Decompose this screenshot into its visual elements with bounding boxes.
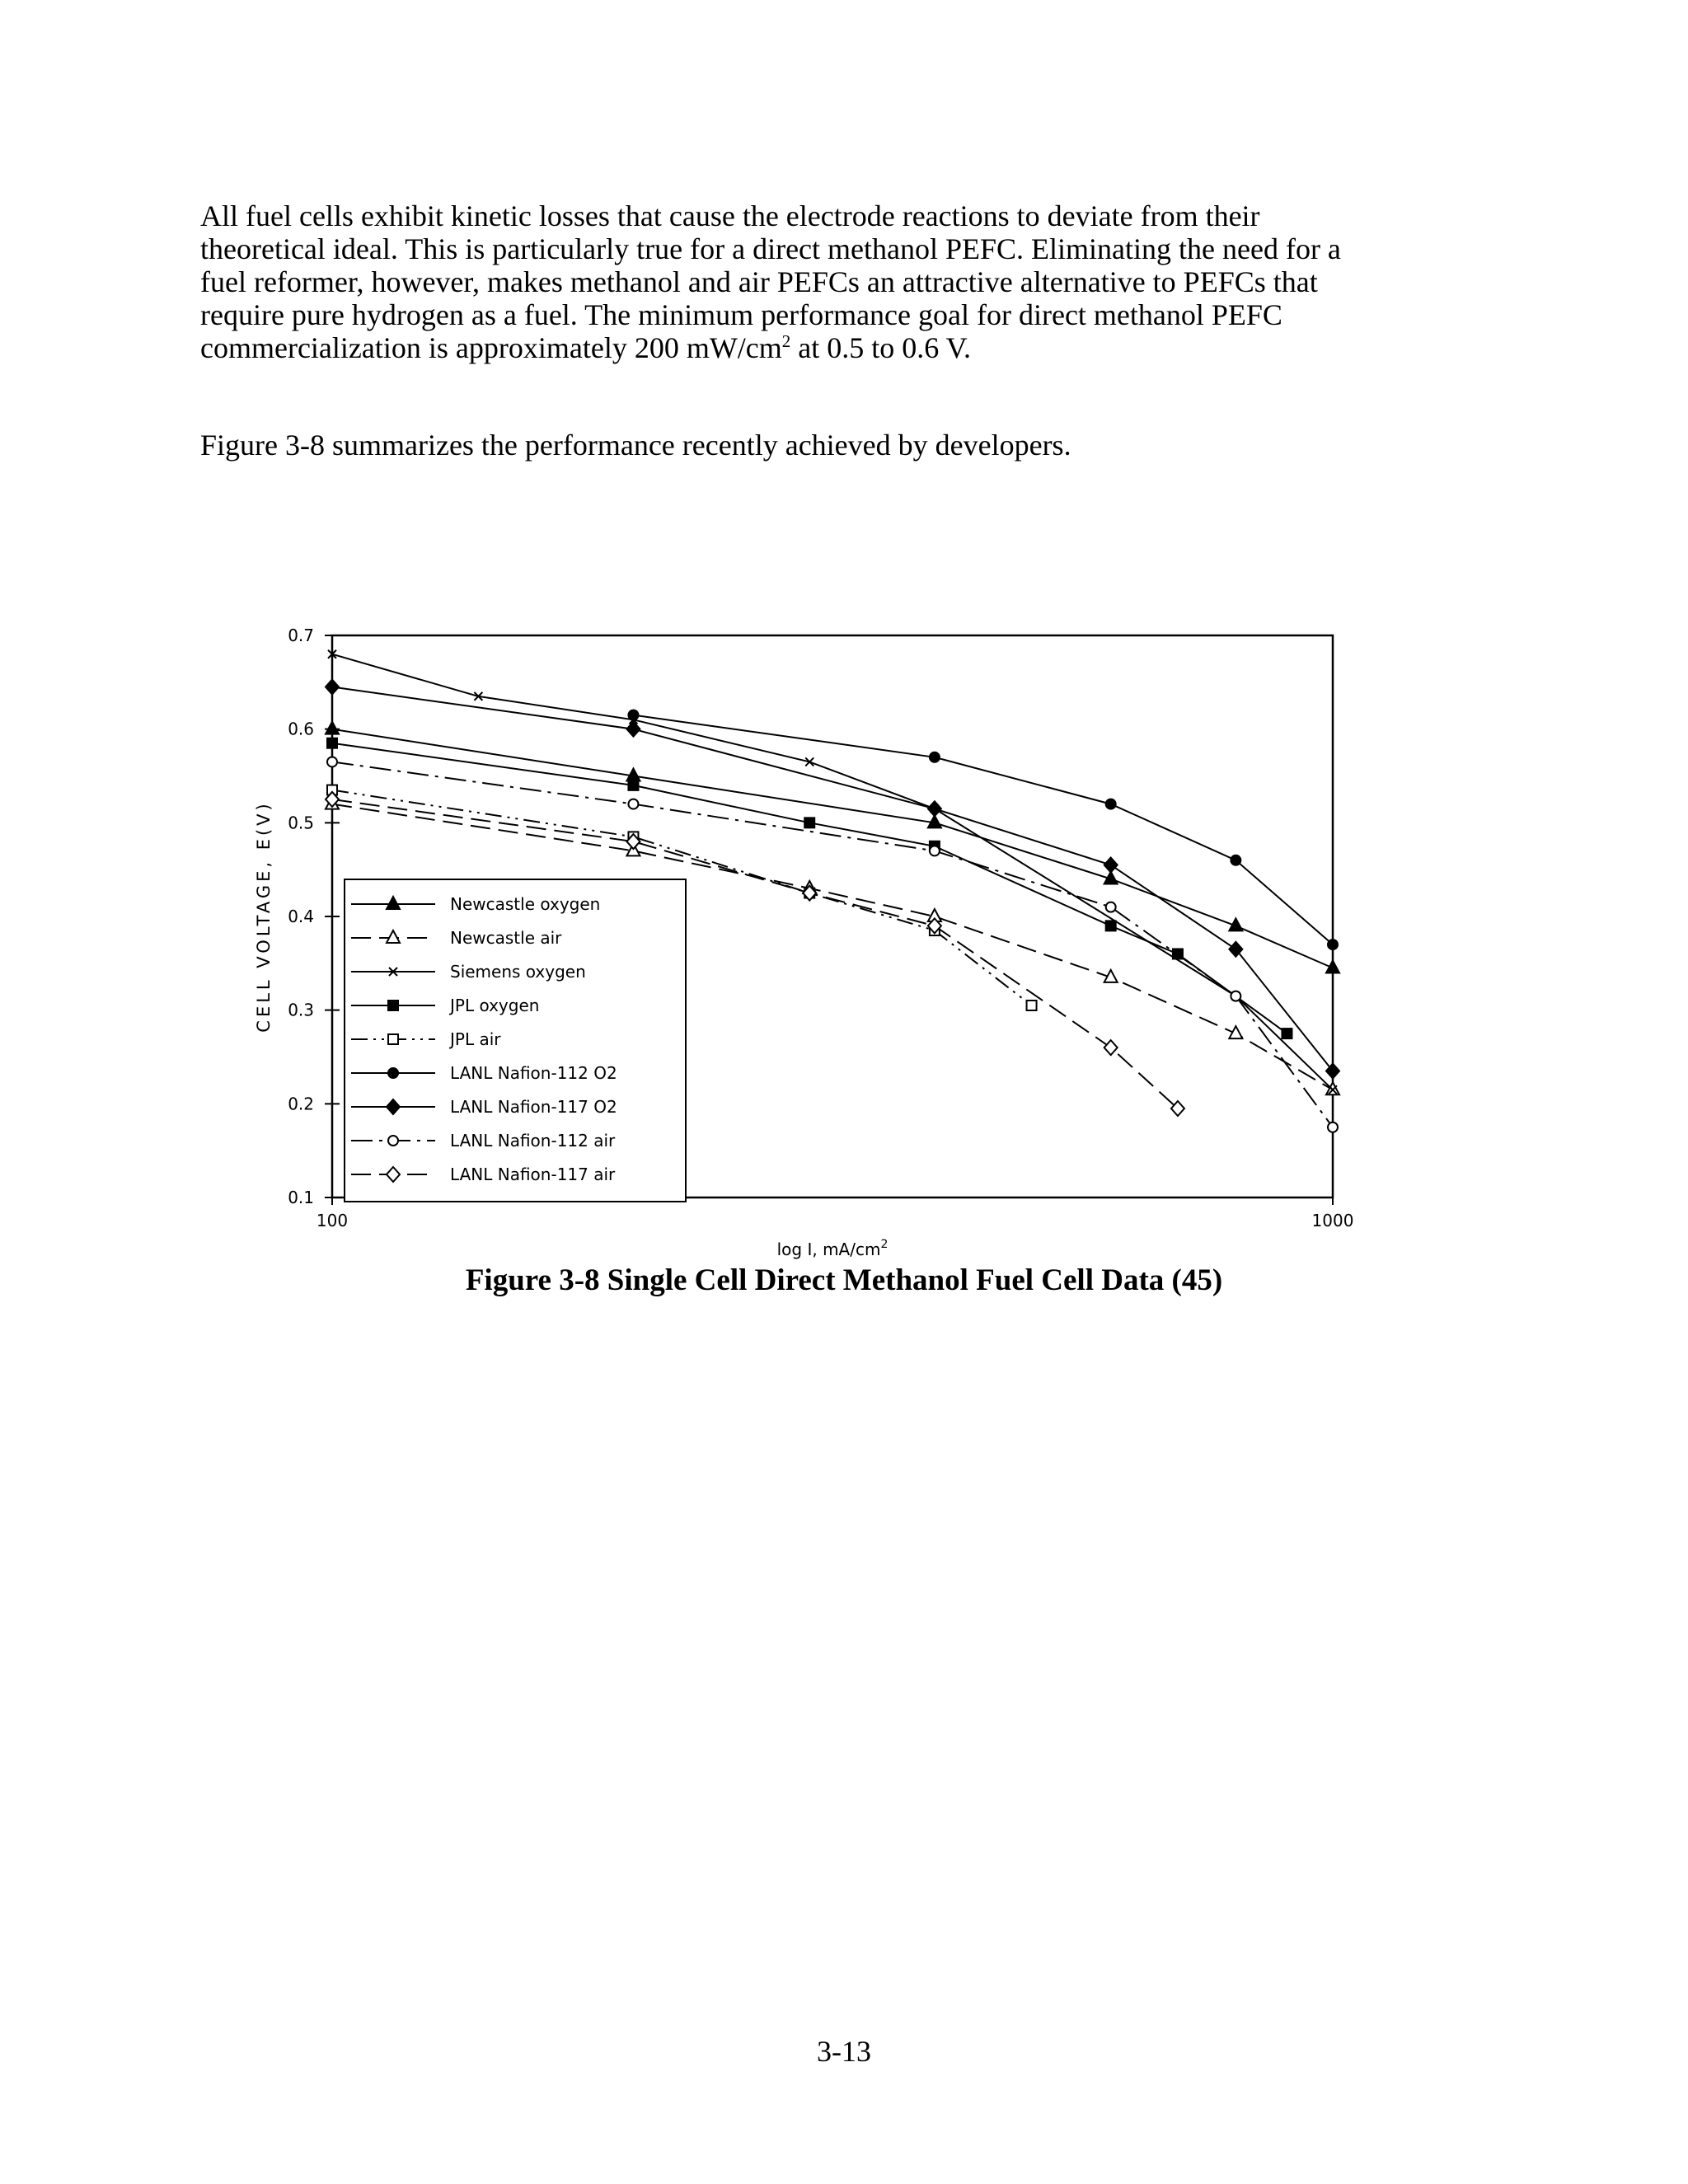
data-point-square-filled bbox=[1282, 1029, 1292, 1038]
data-point-diamond-filled bbox=[626, 722, 640, 737]
y-tick-label: 0.2 bbox=[288, 1094, 314, 1114]
data-point-circle-open bbox=[1106, 902, 1116, 912]
data-point-diamond-filled bbox=[1104, 857, 1118, 872]
legend-label: JPL air bbox=[450, 1029, 501, 1049]
data-point-square-filled bbox=[1106, 921, 1116, 930]
legend-label: LANL Nafion-112 air bbox=[450, 1131, 616, 1151]
legend-label: Siemens oxygen bbox=[450, 962, 586, 982]
data-point-square-open bbox=[388, 1034, 398, 1044]
y-axis-label: CELL VOLTAGE, E(V) bbox=[254, 800, 274, 1033]
y-tick-label: 0.7 bbox=[288, 626, 314, 645]
data-point-circle-filled bbox=[1106, 799, 1116, 809]
data-point-diamond-filled bbox=[326, 680, 339, 695]
data-point-square-filled bbox=[388, 1001, 398, 1010]
legend-label: LANL Nafion-112 O2 bbox=[450, 1063, 617, 1083]
data-point-circle-filled bbox=[1328, 940, 1338, 949]
data-point-circle-open bbox=[1328, 1122, 1338, 1132]
data-point-circle-open bbox=[628, 799, 638, 809]
y-tick-label: 0.4 bbox=[288, 907, 314, 926]
x-axis-label-superscript: 2 bbox=[880, 1238, 889, 1251]
paragraph-line: require pure hydrogen as a fuel. The minimum performance goal for direct methanol PEFC bbox=[200, 298, 1282, 331]
data-point-diamond-filled bbox=[928, 801, 941, 816]
legend-label: LANL Nafion-117 air bbox=[450, 1165, 616, 1184]
data-point-square-open bbox=[1027, 1001, 1037, 1010]
x-tick-label: 1000 bbox=[1311, 1211, 1354, 1230]
y-tick-label: 0.6 bbox=[288, 719, 314, 739]
legend-label: LANL Nafion-117 O2 bbox=[450, 1097, 617, 1117]
data-point-square-filled bbox=[804, 818, 814, 827]
paragraph-line: fuel reformer, however, makes methanol and air PEFCs an attractive alternative to PEFCs that bbox=[200, 265, 1318, 298]
data-point-circle-filled bbox=[628, 710, 638, 720]
paragraph-line: theoretical ideal. This is particularly true for a direct methanol PEFC. Eliminating the need for a bbox=[200, 232, 1341, 265]
paragraph-line: All fuel cells exhibit kinetic losses that cause the electrode reactions to deviate from their bbox=[200, 199, 1260, 232]
x-axis-label: log I, $mA/cm^2$ bbox=[776, 1238, 889, 1259]
series bbox=[628, 710, 1338, 949]
paragraph-text: at 0.5 to 0.6 V. bbox=[790, 331, 971, 364]
data-point-square-filled bbox=[628, 780, 638, 790]
superscript: 2 bbox=[781, 331, 791, 351]
figure-caption: Figure 3-8 Single Cell Direct Methanol Fuel Cell Data (45) bbox=[465, 1263, 1223, 1297]
data-point-circle-filled bbox=[388, 1068, 398, 1078]
y-tick-label: 0.3 bbox=[288, 1000, 314, 1020]
figure-reference-paragraph: Figure 3-8 summarizes the performance recently achieved by developers. bbox=[200, 429, 1071, 462]
data-point-circle-open bbox=[388, 1136, 398, 1146]
paragraph-text: commercialization is approximately 200 mW/cm bbox=[200, 331, 782, 364]
legend bbox=[345, 879, 686, 1202]
data-point-circle-filled bbox=[1231, 855, 1240, 865]
y-tick-label: 0.1 bbox=[288, 1188, 314, 1207]
data-point-circle-open bbox=[327, 757, 337, 766]
data-point-circle-open bbox=[1231, 991, 1240, 1001]
legend-label: JPL oxygen bbox=[450, 996, 540, 1015]
legend-label: Newcastle oxygen bbox=[450, 894, 601, 914]
data-point-square-filled bbox=[327, 738, 337, 748]
legend-label: Newcastle air bbox=[450, 928, 562, 948]
data-point-circle-filled bbox=[930, 752, 940, 762]
y-tick-label: 0.5 bbox=[288, 813, 314, 833]
data-point-diamond-open bbox=[1104, 1040, 1118, 1055]
page-number: 3-13 bbox=[817, 2035, 871, 2068]
series-line bbox=[634, 715, 1334, 945]
data-point-triangle-filled bbox=[326, 722, 339, 734]
data-point-circle-open bbox=[930, 846, 940, 855]
x-tick-label: 100 bbox=[316, 1211, 349, 1230]
